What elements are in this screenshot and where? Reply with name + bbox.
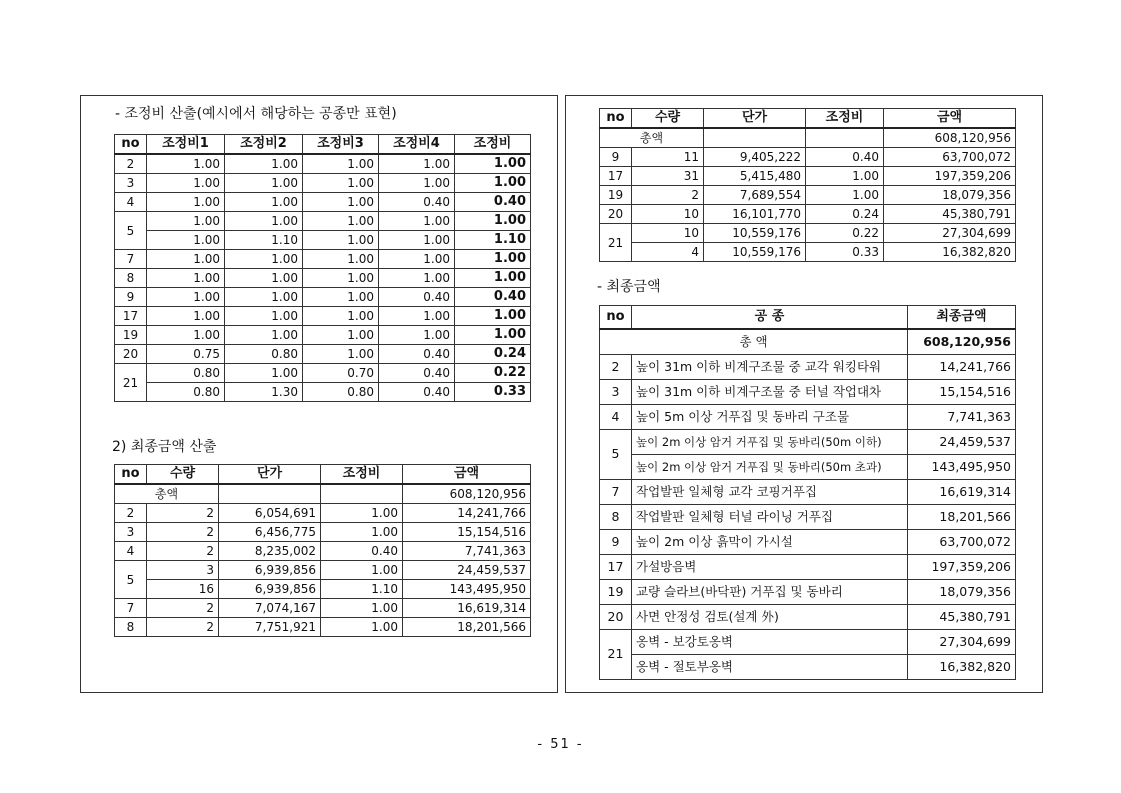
cell-result: 1.00	[455, 307, 531, 326]
cell-qty: 16	[147, 580, 219, 599]
total-label: 총액	[600, 128, 704, 148]
amount-table-left	[114, 464, 531, 637]
table-row	[600, 529, 1016, 554]
cell-work: 사면 안정성 검토(설계 外)	[632, 604, 908, 629]
row-no: 21	[115, 364, 147, 402]
row-no: 3	[600, 379, 632, 404]
final-table-header	[600, 306, 1016, 329]
cell-price: 7,689,554	[704, 186, 806, 205]
cell-amount: 18,079,356	[884, 186, 1016, 205]
header-cell: 단가	[704, 109, 806, 129]
cell-value: 0.80	[303, 383, 379, 402]
cell-qty: 31	[632, 167, 704, 186]
final-amount-heading: 2) 최종금액 산출	[112, 439, 217, 455]
row-no: 2	[115, 154, 147, 174]
row-no: 17	[600, 167, 632, 186]
cell-value: 1.00	[225, 212, 303, 231]
cell-adj: 0.22	[806, 224, 884, 243]
cell-work: 옹벽 - 절토부옹벽	[632, 654, 908, 679]
cell-value: 0.40	[379, 345, 455, 364]
header-cell: 조정비2	[225, 135, 303, 155]
empty-cell	[219, 484, 321, 504]
cell-value: 1.00	[225, 269, 303, 288]
row-no: 3	[115, 523, 147, 542]
header-cell: no	[115, 465, 147, 485]
cell-qty: 10	[632, 224, 704, 243]
cell-amount: 27,304,699	[884, 224, 1016, 243]
cell-result: 0.40	[455, 288, 531, 307]
cell-value: 1.00	[147, 269, 225, 288]
cell-value: 1.00	[147, 174, 225, 193]
row-no: 20	[600, 604, 632, 629]
total-amount: 608,120,956	[908, 329, 1016, 355]
cell-value: 1.00	[225, 250, 303, 269]
cell-adj: 0.40	[806, 148, 884, 167]
total-label: 총액	[115, 484, 219, 504]
total-row	[115, 484, 531, 504]
right-panel	[565, 95, 1043, 693]
cell-qty: 2	[632, 186, 704, 205]
header-cell: 최종금액	[908, 306, 1016, 329]
row-no: 8	[115, 269, 147, 288]
cell-price: 6,939,856	[219, 580, 321, 599]
table-row	[115, 250, 531, 269]
total-amount: 608,120,956	[403, 484, 531, 504]
cell-value: 1.00	[379, 154, 455, 174]
cell-qty: 10	[632, 205, 704, 224]
cell-amount: 15,154,516	[403, 523, 531, 542]
cell-value: 1.00	[147, 326, 225, 345]
total-row	[600, 329, 1016, 355]
cell-work: 높이 2m 이상 암거 거푸집 및 동바리(50m 초과)	[632, 454, 908, 479]
header-cell: 금액	[403, 465, 531, 485]
cell-value: 1.00	[147, 193, 225, 212]
cell-value: 0.40	[379, 383, 455, 402]
cell-result: 1.00	[455, 326, 531, 345]
cell-value: 1.00	[147, 154, 225, 174]
table-row	[115, 231, 531, 250]
row-no: 9	[600, 529, 632, 554]
cell-value: 1.00	[147, 212, 225, 231]
left-panel	[80, 95, 558, 693]
row-no: 8	[115, 618, 147, 637]
header-cell: 단가	[219, 465, 321, 485]
total-amount: 608,120,956	[884, 128, 1016, 148]
row-no: 7	[115, 250, 147, 269]
row-no: 7	[115, 599, 147, 618]
cell-price: 10,559,176	[704, 224, 806, 243]
cell-value: 1.00	[303, 326, 379, 345]
cell-price: 9,405,222	[704, 148, 806, 167]
table-row	[600, 554, 1016, 579]
header-cell: 수량	[147, 465, 219, 485]
table-row	[115, 383, 531, 402]
header-cell: 조정비	[455, 135, 531, 155]
cell-value: 1.30	[225, 383, 303, 402]
table-row	[115, 288, 531, 307]
cell-adj: 1.10	[321, 580, 403, 599]
cell-adj: 0.33	[806, 243, 884, 262]
cell-value: 1.00	[225, 288, 303, 307]
table-row	[115, 326, 531, 345]
cell-qty: 11	[632, 148, 704, 167]
row-no: 20	[115, 345, 147, 364]
table-row	[115, 212, 531, 231]
row-no: 5	[115, 212, 147, 250]
cell-value: 0.80	[147, 383, 225, 402]
cell-value: 1.00	[225, 326, 303, 345]
table-row	[115, 174, 531, 193]
row-no: 4	[600, 404, 632, 429]
table-row	[600, 379, 1016, 404]
cell-result: 0.24	[455, 345, 531, 364]
row-no: 8	[600, 504, 632, 529]
cell-qty: 2	[147, 504, 219, 523]
table-row	[115, 364, 531, 383]
cell-result: 1.00	[455, 250, 531, 269]
row-no: 7	[600, 479, 632, 504]
cell-work: 높이 2m 이상 흙막이 가시설	[632, 529, 908, 554]
cell-amount: 197,359,206	[908, 554, 1016, 579]
cell-price: 6,456,775	[219, 523, 321, 542]
table-row	[115, 345, 531, 364]
cell-qty: 2	[147, 618, 219, 637]
header-cell: no	[115, 135, 147, 155]
cell-amount: 45,380,791	[884, 205, 1016, 224]
adjust-table-header	[115, 135, 531, 155]
cell-price: 10,559,176	[704, 243, 806, 262]
table-row	[600, 167, 1016, 186]
cell-amount: 63,700,072	[908, 529, 1016, 554]
header-cell: no	[600, 109, 632, 129]
cell-value: 1.00	[225, 174, 303, 193]
cell-adj: 0.40	[321, 542, 403, 561]
cell-amount: 143,495,950	[403, 580, 531, 599]
cell-value: 1.00	[379, 326, 455, 345]
amount-table-right	[599, 108, 1016, 262]
row-no: 19	[115, 326, 147, 345]
cell-price: 8,235,002	[219, 542, 321, 561]
cell-amount: 27,304,699	[908, 629, 1016, 654]
header-cell: 조정비	[806, 109, 884, 129]
cell-qty: 4	[632, 243, 704, 262]
table-row	[115, 561, 531, 580]
cell-value: 1.00	[379, 174, 455, 193]
cell-adj: 1.00	[321, 561, 403, 580]
header-cell: 조정비1	[147, 135, 225, 155]
cell-work: 옹벽 - 보강토옹벽	[632, 629, 908, 654]
cell-amount: 15,154,516	[908, 379, 1016, 404]
cell-value: 1.00	[303, 154, 379, 174]
cell-work: 교량 슬라브(바닥판) 거푸집 및 동바리	[632, 579, 908, 604]
row-no: 20	[600, 205, 632, 224]
table-row	[115, 542, 531, 561]
cell-value: 1.00	[379, 231, 455, 250]
table-row	[600, 429, 1016, 454]
cell-amount: 14,241,766	[908, 354, 1016, 379]
row-no: 5	[115, 561, 147, 599]
cell-value: 1.00	[225, 364, 303, 383]
cell-amount: 18,201,566	[403, 618, 531, 637]
adjust-heading: - 조정비 산출(예시에서 해당하는 공종만 표현)	[115, 106, 397, 122]
cell-adj: 1.00	[321, 599, 403, 618]
cell-value: 1.00	[225, 193, 303, 212]
table-row	[115, 599, 531, 618]
cell-work: 높이 31m 이하 비계구조물 중 교각 워킹타워	[632, 354, 908, 379]
cell-work: 높이 5m 이상 거푸집 및 동바리 구조물	[632, 404, 908, 429]
table-row	[600, 224, 1016, 243]
table-row	[115, 154, 531, 174]
cell-result: 1.00	[455, 154, 531, 174]
header-cell: 조정비4	[379, 135, 455, 155]
cell-value: 1.10	[225, 231, 303, 250]
cell-amount: 197,359,206	[884, 167, 1016, 186]
table-row	[600, 629, 1016, 654]
cell-result: 0.22	[455, 364, 531, 383]
table-row	[600, 604, 1016, 629]
cell-value: 1.00	[379, 212, 455, 231]
cell-amount: 14,241,766	[403, 504, 531, 523]
cell-result: 0.33	[455, 383, 531, 402]
cell-value: 1.00	[225, 154, 303, 174]
cell-price: 16,101,770	[704, 205, 806, 224]
total-row	[600, 128, 1016, 148]
row-no: 9	[600, 148, 632, 167]
table-row	[600, 243, 1016, 262]
cell-amount: 7,741,363	[403, 542, 531, 561]
row-no: 4	[115, 542, 147, 561]
row-no: 4	[115, 193, 147, 212]
cell-price: 7,074,167	[219, 599, 321, 618]
row-no: 17	[115, 307, 147, 326]
cell-result: 1.00	[455, 212, 531, 231]
cell-value: 1.00	[147, 250, 225, 269]
cell-value: 0.40	[379, 288, 455, 307]
row-no: 21	[600, 629, 632, 679]
cell-value: 1.00	[379, 250, 455, 269]
header-cell: no	[600, 306, 632, 329]
cell-amount: 16,382,820	[908, 654, 1016, 679]
cell-amount: 143,495,950	[908, 454, 1016, 479]
table-row	[600, 354, 1016, 379]
page-number: - 51 -	[537, 737, 584, 752]
cell-adj: 1.00	[806, 186, 884, 205]
cell-amount: 16,619,314	[908, 479, 1016, 504]
cell-value: 0.80	[225, 345, 303, 364]
row-no: 19	[600, 186, 632, 205]
header-cell: 수량	[632, 109, 704, 129]
table-row	[600, 454, 1016, 479]
final-table	[599, 305, 1016, 680]
total-label: 총 액	[600, 329, 908, 355]
amount-table-header	[600, 109, 1016, 129]
header-cell: 금액	[884, 109, 1016, 129]
amount-table-header	[115, 465, 531, 485]
cell-qty: 3	[147, 561, 219, 580]
cell-value: 0.40	[379, 364, 455, 383]
final-heading: - 최종금액	[597, 279, 661, 295]
empty-cell	[321, 484, 403, 504]
cell-adj: 1.00	[321, 504, 403, 523]
cell-value: 1.00	[379, 269, 455, 288]
row-no: 19	[600, 579, 632, 604]
cell-value: 0.70	[303, 364, 379, 383]
row-no: 2	[115, 504, 147, 523]
table-row	[600, 404, 1016, 429]
cell-amount: 45,380,791	[908, 604, 1016, 629]
adjust-table	[114, 134, 531, 402]
table-row	[115, 580, 531, 599]
table-row	[115, 193, 531, 212]
table-row	[600, 654, 1016, 679]
cell-amount: 24,459,537	[403, 561, 531, 580]
cell-value: 1.00	[303, 288, 379, 307]
row-no: 9	[115, 288, 147, 307]
header-cell: 조정비3	[303, 135, 379, 155]
cell-amount: 24,459,537	[908, 429, 1016, 454]
cell-value: 1.00	[303, 231, 379, 250]
cell-amount: 16,619,314	[403, 599, 531, 618]
cell-qty: 2	[147, 542, 219, 561]
cell-value: 1.00	[303, 307, 379, 326]
cell-value: 0.40	[379, 193, 455, 212]
cell-amount: 18,079,356	[908, 579, 1016, 604]
cell-value: 0.75	[147, 345, 225, 364]
table-row	[600, 504, 1016, 529]
cell-value: 1.00	[303, 174, 379, 193]
header-cell: 조정비	[321, 465, 403, 485]
cell-work: 높이 2m 이상 암거 거푸집 및 동바리(50m 이하)	[632, 429, 908, 454]
table-row	[115, 269, 531, 288]
table-row	[115, 523, 531, 542]
cell-value: 1.00	[147, 231, 225, 250]
header-cell: 공 종	[632, 306, 908, 329]
cell-amount: 18,201,566	[908, 504, 1016, 529]
cell-adj: 1.00	[321, 523, 403, 542]
cell-amount: 7,741,363	[908, 404, 1016, 429]
cell-result: 1.00	[455, 174, 531, 193]
cell-result: 1.10	[455, 231, 531, 250]
table-row	[600, 186, 1016, 205]
empty-cell	[704, 128, 806, 148]
cell-price: 7,751,921	[219, 618, 321, 637]
cell-amount: 16,382,820	[884, 243, 1016, 262]
cell-value: 1.00	[225, 307, 303, 326]
row-no: 3	[115, 174, 147, 193]
cell-value: 1.00	[303, 269, 379, 288]
cell-work: 작업발판 일체형 교각 코핑거푸집	[632, 479, 908, 504]
cell-value: 1.00	[379, 307, 455, 326]
cell-price: 5,415,480	[704, 167, 806, 186]
table-row	[600, 479, 1016, 504]
row-no: 17	[600, 554, 632, 579]
cell-adj: 0.24	[806, 205, 884, 224]
cell-amount: 63,700,072	[884, 148, 1016, 167]
cell-work: 가설방음벽	[632, 554, 908, 579]
cell-value: 1.00	[303, 250, 379, 269]
cell-value: 1.00	[303, 345, 379, 364]
table-row	[115, 504, 531, 523]
empty-cell	[806, 128, 884, 148]
cell-price: 6,939,856	[219, 561, 321, 580]
cell-adj: 1.00	[321, 618, 403, 637]
cell-qty: 2	[147, 599, 219, 618]
cell-result: 0.40	[455, 193, 531, 212]
table-row	[600, 148, 1016, 167]
cell-value: 1.00	[147, 288, 225, 307]
cell-price: 6,054,691	[219, 504, 321, 523]
cell-result: 1.00	[455, 269, 531, 288]
table-row	[115, 307, 531, 326]
cell-value: 1.00	[147, 307, 225, 326]
row-no: 5	[600, 429, 632, 479]
cell-qty: 2	[147, 523, 219, 542]
cell-value: 1.00	[303, 193, 379, 212]
cell-value: 0.80	[147, 364, 225, 383]
cell-value: 1.00	[303, 212, 379, 231]
cell-work: 높이 31m 이하 비계구조물 중 터널 작업대차	[632, 379, 908, 404]
cell-adj: 1.00	[806, 167, 884, 186]
table-row	[600, 579, 1016, 604]
row-no: 2	[600, 354, 632, 379]
table-row	[115, 618, 531, 637]
cell-work: 작업발판 일체형 터널 라이닝 거푸집	[632, 504, 908, 529]
table-row	[600, 205, 1016, 224]
row-no: 21	[600, 224, 632, 262]
